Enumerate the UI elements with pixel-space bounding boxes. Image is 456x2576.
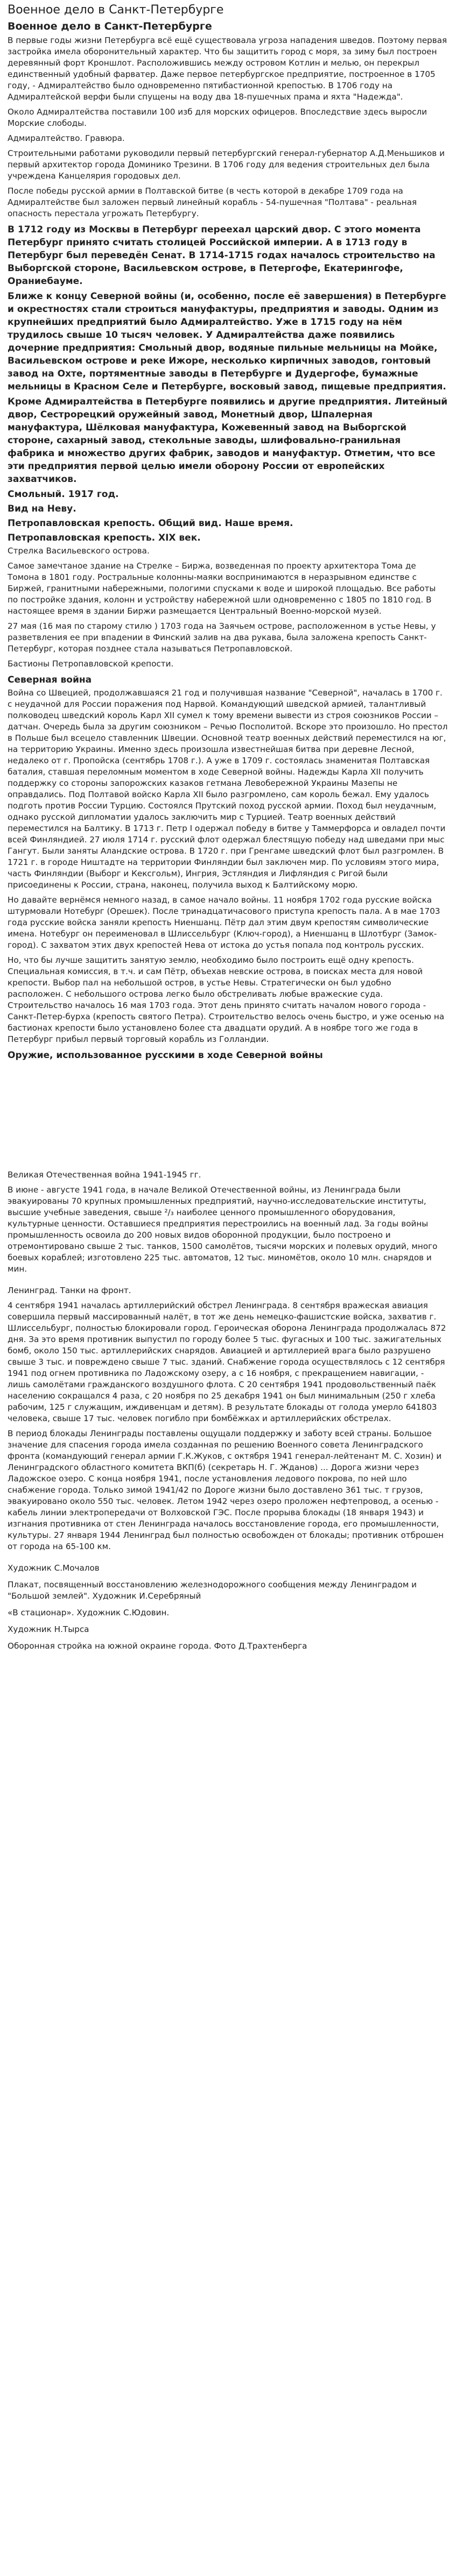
caption-admiralty-engraving: Адмиралтейство. Гравюра. bbox=[8, 133, 125, 143]
gap bbox=[8, 1279, 448, 1285]
paragraph-founding: 27 мая (16 мая по старому стилю ) 1703 года на Заячьем острове, расположенном в устье Невы, у разветвления ее при впадении в Финский залив на два рукава, была заложена крепость Санкт-Петербург, которая позднее стала называться Петропавловской. bbox=[8, 621, 436, 654]
paragraph-admiralty-huts: Около Адмиралтейства поставили 100 изб для морских офицеров. Впоследствие здесь выросли Морские слободы. bbox=[8, 107, 427, 128]
paragraph-enterprises: Кроме Адмиралтейства в Петербурге появились и другие предприятия. Литейный двор, Сестрорецкий оружейный завод, Монетный двор, Шпалерная мануфактура, Шёлковая мануфактура, Кожевенный завод на Выборгской стороне, сахарный завод, стекольные заводы, шлифовально-гранильная фабрика и множество других фабрик, заводов и мануфактур. Отметим, что все эти предприятия первой целью имели оборону России от европейских захватчиков. bbox=[8, 396, 448, 485]
paragraph-poltava: После победы русской армии в Полтавской битве (в честь которой в декабре 1709 года на Адмиралтействе был заложен первый линейный корабль - 54-пушечная "Полтава" - реальная опасность перестала угрожать Петербургу. bbox=[8, 186, 417, 218]
caption-defense-construction: Оборонная стройка на южной окраине города. Фото Д.Трахтенберга bbox=[8, 1641, 307, 1651]
caption-artist-tyrsa: Художник Н.Тырса bbox=[8, 1624, 89, 1634]
paragraph-evacuation: В июне - августе 1941 года, в начале Великой Отечественной войны, из Ленинграда были эвакуированы 70 крупных промышленных предприятий, научно-исследовательские институты, высшие учебные заведения, свыше ²/₃ наиболее ценного промышленного оборудования, культурные ценности. Оставшиеся предприятия перестроились на военный лад. За годы войны промышленность освоила до 200 новых видов оборонной продукции, было построено и отремонтировано свыше 2 тыс. танков, 1500 самолётов, тысячи морских и полевых орудий, много боевых кораблей; изготовлено 225 тыс. автоматов, 12 тыс. миномётов, около 10 млн. снарядов и мин. bbox=[8, 1185, 438, 1274]
caption-railway-poster: Плакат, посвященный восстановлению железнодорожного сообщения между Ленинградом и "Большой землей". Художник И.Серебряный bbox=[8, 1580, 417, 1601]
image-placeholder bbox=[8, 1063, 448, 1169]
heading-fortress-19c: Петропавловская крепость. XIX век. bbox=[8, 533, 201, 543]
paragraph-exchange: Самое замечтаное здание на Стрелке – Биржа, возведенная по проекту архитектора Тома де Томона в 1801 году. Ростральные колонны-маяки воспринимаются в неразрывном единстве с Биржей, гранитными набережными, пологими спусками к воде и широкой площадью. Все работы по постройке здания, колонн и устройству набережной шли одновременно с 1805 по 1810 год. В настоящее время в здании Биржи размещается Центральный Военно-морской музей. bbox=[8, 561, 436, 616]
heading-neva-view: Вид на Неву. bbox=[8, 503, 76, 514]
caption-tanks: Ленинград. Танки на фронт. bbox=[8, 1286, 131, 1295]
paragraph-first-years: В первые годы жизни Петербурга всё ещё существовала угроза нападения шведов. Поэтому первая застройка имела оборонительный характер. Что бы защитить город с моря, за зиму был построен деревянный форт Кроншлот. Расположившись между островом Котлин и мелью, он перекрыл единственный удобный фарватер. Даже первое петербургское предприятие, построенное в 1705 году, - Адмиралтейство было одновременно пятибастионной крепостью. В 1706 году на Адмиралтейской верфи были спущены на воду два 18-пушечных прама и яхта "Надежда". bbox=[8, 36, 447, 102]
paragraph-new-fortress: Но, что бы лучше защитить занятую землю, необходимо было построить ещё одну крепость. Специальная комиссия, в т.ч. и сам Пётр, объехав невские острова, в поисках места для новой крепости. Выбор пал на небольшой остров, в устье Невы. Стратегически он был удобно расположен. С небольшого острова легко было обстреливать любые вражеские суда. Строительство началось 16 мая 1703 года. Этот день принято считать началом нового города - Санкт-Петер-бурха (крепость святого Петра). Строительство велось очень быстро, и уже осенью на бастионах крепости было установлено более ста двадцати орудий. А в ноябре того же года в Петербург прибыл первый торговый корабль из Голландии. bbox=[8, 955, 445, 1044]
heading-weapons: Оружие, использованное русскими в ходе Северной войны bbox=[8, 1050, 323, 1061]
paragraph-manufactures: Ближе к концу Северной войны (и, особенно, после её завершения) в Петербурге и окрестностях стали строиться мануфактуры, предприятия и заводы. Одним из крупнейших предприятий было Адмиралтейство. Уже в 1715 году на нём трудилось свыше 10 тысяч человек. У Адмиралтейства даже появились дочерние предприятия: Смольный двор, водяные пильные мельницы на Мойке, Васильевском острове и реке Ижоре, несколько кирпичных заводов, гонтовый завод на Охте, портяментные заводы в Петербурге и Дудергофе, бумажные мельницы в Красном Селе и Петербурге, восковый завод, пищевые предприятия. bbox=[8, 291, 446, 392]
paragraph-war-sweden: Война со Швецией, продолжавшаяся 21 год и получившая название "Северной", началась в 1700 г. с неудачной для России поражения под Нарвой. Командующий шведской армией, талантливый полководец шведский король Карл XII сумел к тому времени вывести из строя союзников России – датчан. Очередь была за другим союзником – Речью Посполитой. Вскоре это произошло. Но престол в Польше был всецело ставленник Швеции. Основной театр военных действий переместился на юг, на территорию Украины. Именно здесь произошла известнейшая битва при деревне Лесной, недалеко от г. Пропойска (сентябрь 1708 г.). А уже в 1709 г. состоялась знаменитая Полтавская баталия, ставшая переломным моментом в ходе Северной войны. Надежды Карла XII получить поддержку со стороны запорожских казаков гетмана Левобережной Украины Мазепы не оправдались. Под Полтавой войско Карла XII было разгромлено, сам король бежал. Ему удалось подготь против России Турцию. Состоялся Прутский поход русской армии. Поход был неудачным, однако русской дипломатии удалось заключить мир с Турцией. Театр военных действий переместился на Балтику. В 1713 г. Петр I одержал победу в битве у Таммерфорса и овладел почти всей Финляндией. 27 июля 1714 г. русский флот одержал блестящую победу над шведами при мыс Гангут. Были заняты Аландские острова. В 1720 г. при Гренгаме шведский флот был разгромлен. В 1721 г. в городе Ништадте на территории Финляндии был заключен мир. По условиям этого мира, часть Финляндии (Выборг и Кексгольм), Ингрия, Эстляндия и Лифляндия с Ригой были присоединены к России, страна, наконец, получила выход к Балтийскому морю. bbox=[8, 688, 448, 890]
gap-2 bbox=[8, 1556, 448, 1563]
heading-north-war: Северная война bbox=[8, 675, 92, 685]
caption-bastions: Бастионы Петропавловской крепости. bbox=[8, 659, 174, 669]
heading-fortress-modern: Петропавловская крепость. Общий вид. Наше время. bbox=[8, 518, 293, 529]
heading-great-patriotic-war: Великая Отечественная война 1941-1945 гг. bbox=[8, 1170, 201, 1180]
caption-stationar: «В стационар». Художник С.Юдовин. bbox=[8, 1608, 170, 1617]
caption-strelka: Стрелка Васильевского острова. bbox=[8, 546, 150, 556]
paragraph-capital-move: В 1712 году из Москвы в Петербург переехал царский двор. С этого момента Петербург принято считать столицей Российской империи. А в 1713 году в Петербург был переведён Сенат. В 1714-1715 годах началось строительство на Выборгской стороне, Васильевском острове, в Петергофе, Екатерингофе, Ораниебауме. bbox=[8, 224, 436, 287]
caption-artist-mochalov: Художник С.Мочалов bbox=[8, 1563, 100, 1573]
paragraph-construction-leaders: Строительными работами руководили первый петербургский генерал-губернатор А.Д.Меньшиков и первый архитектор города Доминико Трезини. В 1706 году для ведения строительных дел была учреждена Канцелярия городовых дел. bbox=[8, 148, 445, 181]
page-title: Военное дело в Санкт-Петербурге bbox=[8, 3, 224, 17]
section-heading-military: Военное дело в Санкт-Петербурге bbox=[8, 20, 212, 32]
paragraph-siege: 4 сентября 1941 началась артиллерийский обстрел Ленинграда. 8 сентября вражеская авиация совершила первый массированный налёт, в тот же день немецко-фашистские войска, захватив г. Шлиссельбург, полностью блокировали город. Героическая оборона Ленинграда продолжалась 872 дня. За это время противник выпустил по городу более 5 тыс. фугасных и 100 тыс. зажигательных бомб, около 150 тыс. артиллерийских снарядов. Авиацией и артиллерией врага было разрушено свыше 3 тыс. и повреждено свыше 7 тыс. зданий. Снабжение города осуществлялось с 12 сентября 1941 под огнем противника по Ладожскому озеру, а с 16 ноября, с прекращением навигации, - лишь самолётами гражданского воздушного флота. С 20 сентября 1941 продовольственный паёк населению сокращался 4 раза, с 20 ноября по 25 декабря 1941 он был минимальным (250 г хлеба рабочим, 125 г служащим, иждивенцам и детям). В результате блокады от голода умерло 641803 человека, свыше 17 тыс. человек погибло при бомбёжках и артиллерийских обстрелах. bbox=[8, 1301, 446, 1423]
paragraph-road-of-life: В период блокады Ленинграды поставлены ощущали поддержку и заботу всей страны. Большое значение для спасения города имела созданная по решению Военного совета Ленинградского фронта (командующий генерал армии Г.К.Жуков, с октября 1941 генерал-лейтенант М. С. Хозин) и Ленинградского областного комитета ВКП(б) (секретарь Н. Г. Жданов) ... Дорога жизни через Ладожское озеро. С конца ноября 1941, после установления ледового покрова, по ней шло снабжение города. Только зимой 1941/42 по Дороге жизни было доставлено 361 тыс. т грузов, эвакуировано около 550 тыс. человек. Летом 1942 через озеро проложен нефтепровод, а осенью - кабель линии электропередачи от Волховской ГЭС. После прорыва блокады (18 января 1943) и изгнания противника от стен Ленинграда началось восстановление города, его промышленности, культуры. 27 января 1944 Ленинград был полностью освобожден от блокады; противник отброшен от города на 65-100 км. bbox=[8, 1429, 444, 1551]
heading-smolny: Смольный. 1917 год. bbox=[8, 489, 119, 500]
paragraph-war-beginning: Но давайте вернёмся немного назад, в самое начало войны. 11 ноября 1702 года русские войска штурмовали Нотебург (Орешек). После тринадцатичасового приступа крепость пала. А в мае 1703 года русские войска заняли крепость Ниеншанц. Пётр дал этим двум крепостям символические имена. Нотебург он переименовал в Шлиссельбург (Ключ-город), а Ниеншанц в Шлотбург (Замок-город). С захватом этих двух крепостей Нева от истока до устья попала под контроль русских. bbox=[8, 895, 440, 950]
